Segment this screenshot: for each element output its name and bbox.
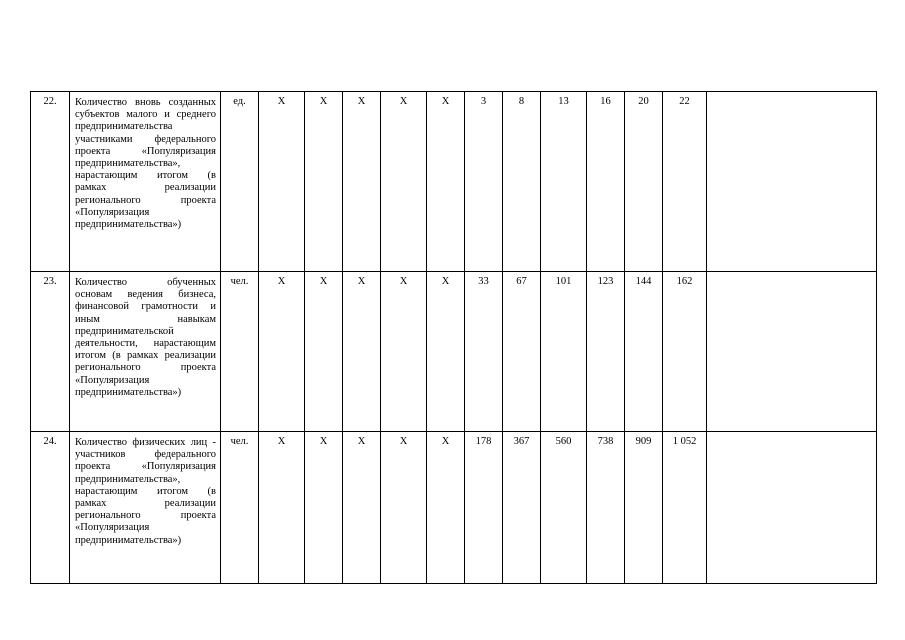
value-cell: Х <box>427 92 465 272</box>
row-number: 24. <box>31 432 70 584</box>
value-cell: 178 <box>465 432 503 584</box>
value-cell: 8 <box>503 92 541 272</box>
value-cell: Х <box>305 432 343 584</box>
value-cell: 144 <box>625 272 663 432</box>
indicators-table <box>30 91 877 584</box>
empty-cell <box>707 272 877 432</box>
value-cell: 909 <box>625 432 663 584</box>
value-cell: Х <box>343 272 381 432</box>
indicator-description: Количество обученных основам ведения бизнеса, финансовой грамотности и иным навыкам предпринимательской деятельности, нарастающим итогом (в рамках реализации регионального проекта «Популяризация предпринимательства») <box>70 272 221 432</box>
indicator-description: Количество вновь созданных субъектов малого и среднего предпринимательства участниками федерального проекта «Популяризация предпринимательства», нарастающим итогом (в рамках реализации регионального проекта «Популяризация предпринимательства») <box>70 92 221 272</box>
unit-cell: ед. <box>221 92 259 272</box>
value-cell: Х <box>343 432 381 584</box>
table-row <box>31 272 877 432</box>
row-number: 22. <box>31 92 70 272</box>
value-cell: Х <box>343 92 381 272</box>
value-cell: Х <box>259 92 305 272</box>
value-cell: 67 <box>503 272 541 432</box>
value-cell: Х <box>381 272 427 432</box>
indicator-description: Количество физических лиц - участников федерального проекта «Популяризация предпринимательства», нарастающим итогом (в рамках реализации регионального проекта «Популяризация предпринимательства») <box>70 432 221 584</box>
value-cell: Х <box>305 272 343 432</box>
value-cell: 367 <box>503 432 541 584</box>
unit-cell: чел. <box>221 272 259 432</box>
value-cell: Х <box>427 432 465 584</box>
table-row <box>31 92 877 272</box>
value-cell: 101 <box>541 272 587 432</box>
value-cell: Х <box>259 272 305 432</box>
value-cell: 162 <box>663 272 707 432</box>
table-row <box>31 432 877 584</box>
value-cell: Х <box>381 432 427 584</box>
empty-cell <box>707 432 877 584</box>
value-cell: 3 <box>465 92 503 272</box>
value-cell: Х <box>305 92 343 272</box>
value-cell: 1 052 <box>663 432 707 584</box>
value-cell: 123 <box>587 272 625 432</box>
empty-cell <box>707 92 877 272</box>
value-cell: 738 <box>587 432 625 584</box>
value-cell: Х <box>427 272 465 432</box>
value-cell: Х <box>381 92 427 272</box>
row-number: 23. <box>31 272 70 432</box>
value-cell: 13 <box>541 92 587 272</box>
value-cell: 560 <box>541 432 587 584</box>
value-cell: 20 <box>625 92 663 272</box>
value-cell: Х <box>259 432 305 584</box>
unit-cell: чел. <box>221 432 259 584</box>
value-cell: 33 <box>465 272 503 432</box>
value-cell: 16 <box>587 92 625 272</box>
value-cell: 22 <box>663 92 707 272</box>
